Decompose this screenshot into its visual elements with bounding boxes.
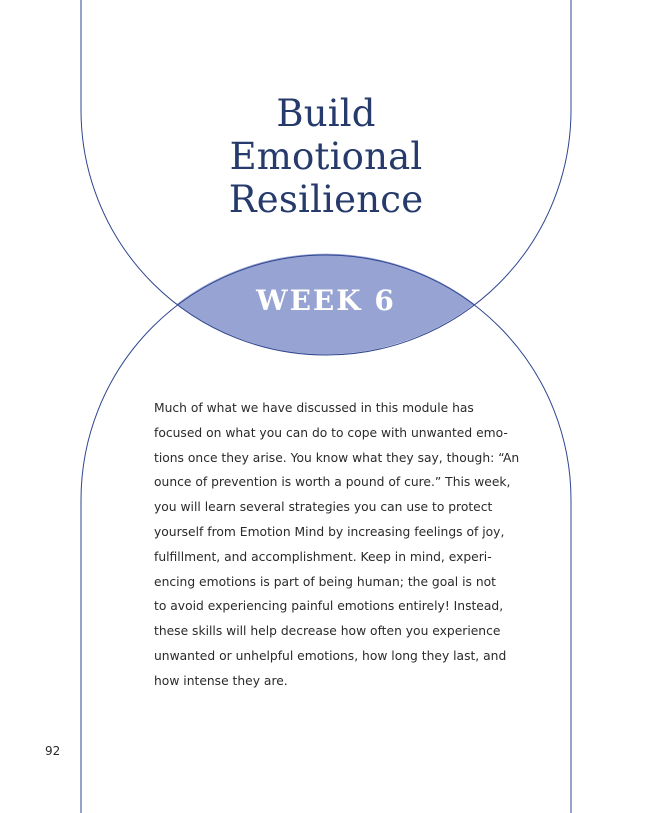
week-label: WEEK 6 xyxy=(256,284,396,317)
paragraph-line: fulfillment, and accomplishment. Keep in mind, experi- xyxy=(154,549,492,564)
paragraph-line: focused on what you can do to cope with unwanted emo- xyxy=(154,425,508,440)
page-number: 92 xyxy=(45,744,61,758)
chapter-title xyxy=(176,92,476,221)
title-line: Resilience xyxy=(228,178,424,221)
paragraph-line: ounce of prevention is worth a pound of cure.” This week, xyxy=(154,475,511,490)
paragraph-line: you will learn several strategies you can use to protect xyxy=(154,500,493,515)
title-line: Build xyxy=(276,92,376,135)
paragraph-line: to avoid experiencing painful emotions entirely! Instead, xyxy=(154,599,504,614)
paragraph-line: unwanted or unhelpful emotions, how long they last, and xyxy=(154,648,507,663)
title-line: Emotional xyxy=(229,135,423,178)
paragraph-line: yourself from Emotion Mind by increasing feelings of joy, xyxy=(154,524,505,539)
paragraph-line: Much of what we have discussed in this module has xyxy=(154,401,474,415)
paragraph-line: encing emotions is part of being human; the goal is not xyxy=(154,574,496,589)
paragraph-line: these skills will help decrease how often you experience xyxy=(154,624,501,639)
paragraph-line: tions once they arise. You know what they say, though: “An xyxy=(154,450,520,465)
paragraph-line: how intense they are. xyxy=(154,673,288,688)
intro-paragraph xyxy=(154,396,520,694)
